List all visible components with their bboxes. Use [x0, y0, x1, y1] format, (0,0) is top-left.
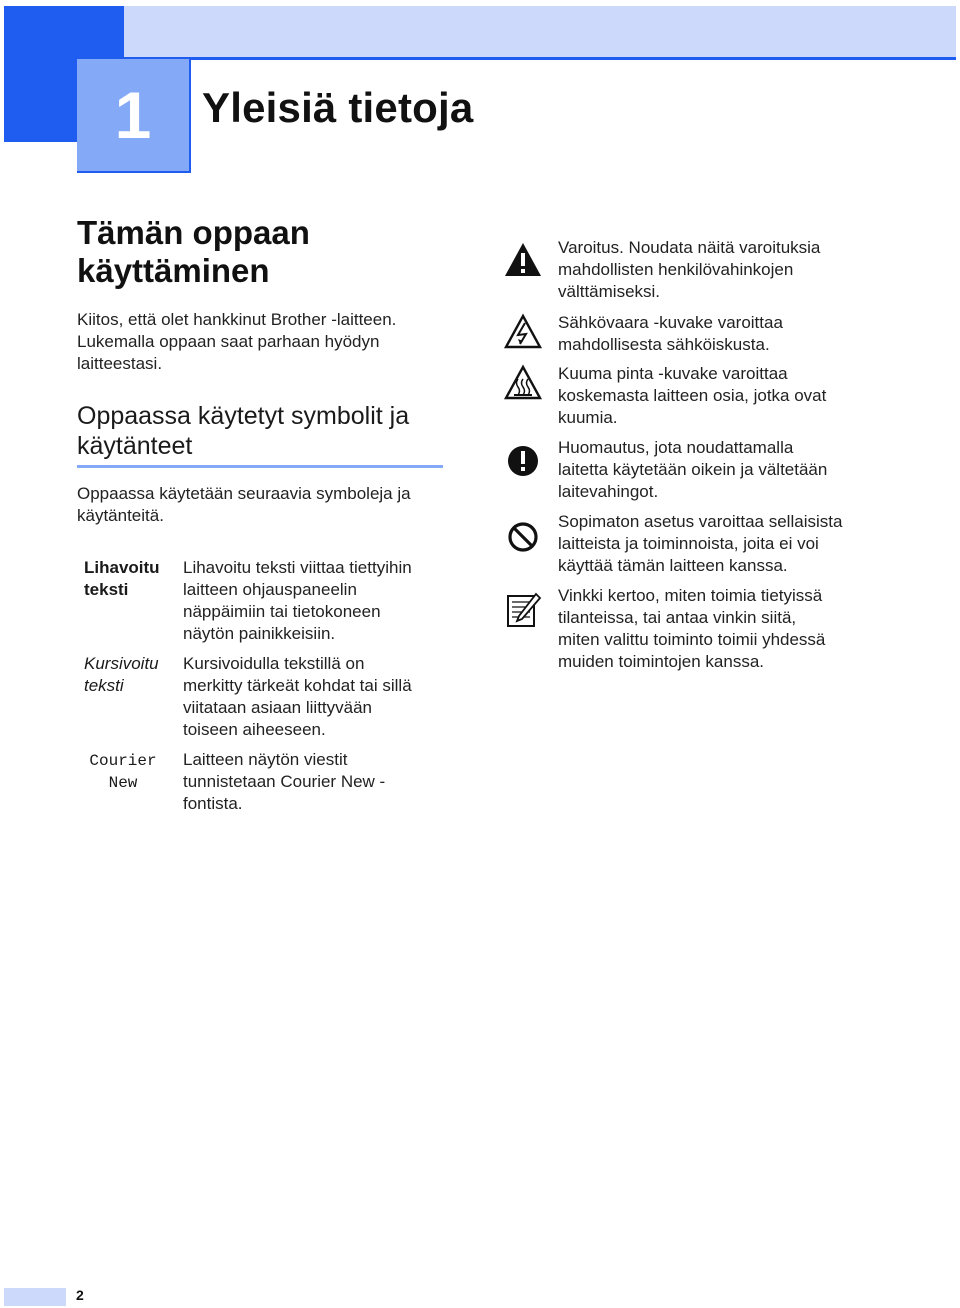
- chapter-number: 1: [77, 59, 191, 173]
- convention-term-courier: Courier New: [89, 752, 157, 792]
- hot-surface-icon: [503, 363, 543, 403]
- warning-text: Varoitus. Noudata näitä varoituksia mahdollisten henkilövahinkojen välttämiseksi.: [558, 238, 821, 301]
- convention-desc-courier: Laitteen näytön viestit tunnistetaan Courier New - fontista.: [183, 750, 386, 813]
- footer-bar: [4, 1288, 66, 1306]
- convention-desc-italic: Kursivoidulla tekstillä on merkitty tärkeät kohdat tai sillä viitataan asiaan liittyvään toiseen aiheeseen.: [183, 654, 412, 739]
- prohibited-text: Sopimaton asetus varoittaa sellaisista laitteista ja toiminnoista, joita ei voi käyttää tämän laitteen kanssa.: [558, 512, 843, 575]
- section-title: Tämän oppaan käyttäminen: [77, 214, 310, 289]
- note-text: Vinkki kertoo, miten toimia tietyissä tilanteissa, tai antaa vinkin siitä, miten valittu toiminto toimii yhdessä muiden toimintojen kanssa.: [558, 586, 826, 671]
- header-rule: [124, 57, 956, 60]
- convention-desc-bold: Lihavoitu teksti viittaa tiettyihin laitteen ohjauspaneelin näppäimiin tai tietokoneen näytön painikkeisiin.: [183, 558, 412, 643]
- caution-icon: [503, 441, 543, 481]
- subsection-intro: Oppaassa käytetään seuraavia symboleja ja käytänteitä.: [77, 484, 411, 525]
- note-pencil-icon: [503, 590, 543, 630]
- prohibited-icon: [503, 517, 543, 557]
- convention-term-bold: Lihavoitu teksti: [84, 558, 160, 599]
- subsection-title: Oppaassa käytetyt symbolit ja käytänteet: [77, 402, 410, 460]
- subsection-rule: [77, 465, 443, 468]
- hot-surface-text: Kuuma pinta -kuvake varoittaa koskemasta laitteen osia, jotka ovat kuumia.: [558, 364, 827, 427]
- section-intro: Kiitos, että olet hankkinut Brother -laitteen. Lukemalla oppaan saat parhaan hyödyn laitteestasi.: [77, 310, 397, 373]
- electrical-hazard-icon: [503, 312, 543, 352]
- header-band-light: [124, 6, 956, 57]
- chapter-title: Yleisiä tietoja: [202, 84, 474, 131]
- electrical-hazard-text: Sähkövaara -kuvake varoittaa mahdollisesta sähköiskusta.: [558, 313, 783, 354]
- convention-term-italic: Kursivoitu teksti: [84, 654, 159, 695]
- caution-text: Huomautus, jota noudattamalla laitetta käytetään oikein ja vältetään laitevahingot.: [558, 438, 828, 501]
- warning-icon: [503, 240, 543, 280]
- page-number: 2: [76, 1287, 84, 1303]
